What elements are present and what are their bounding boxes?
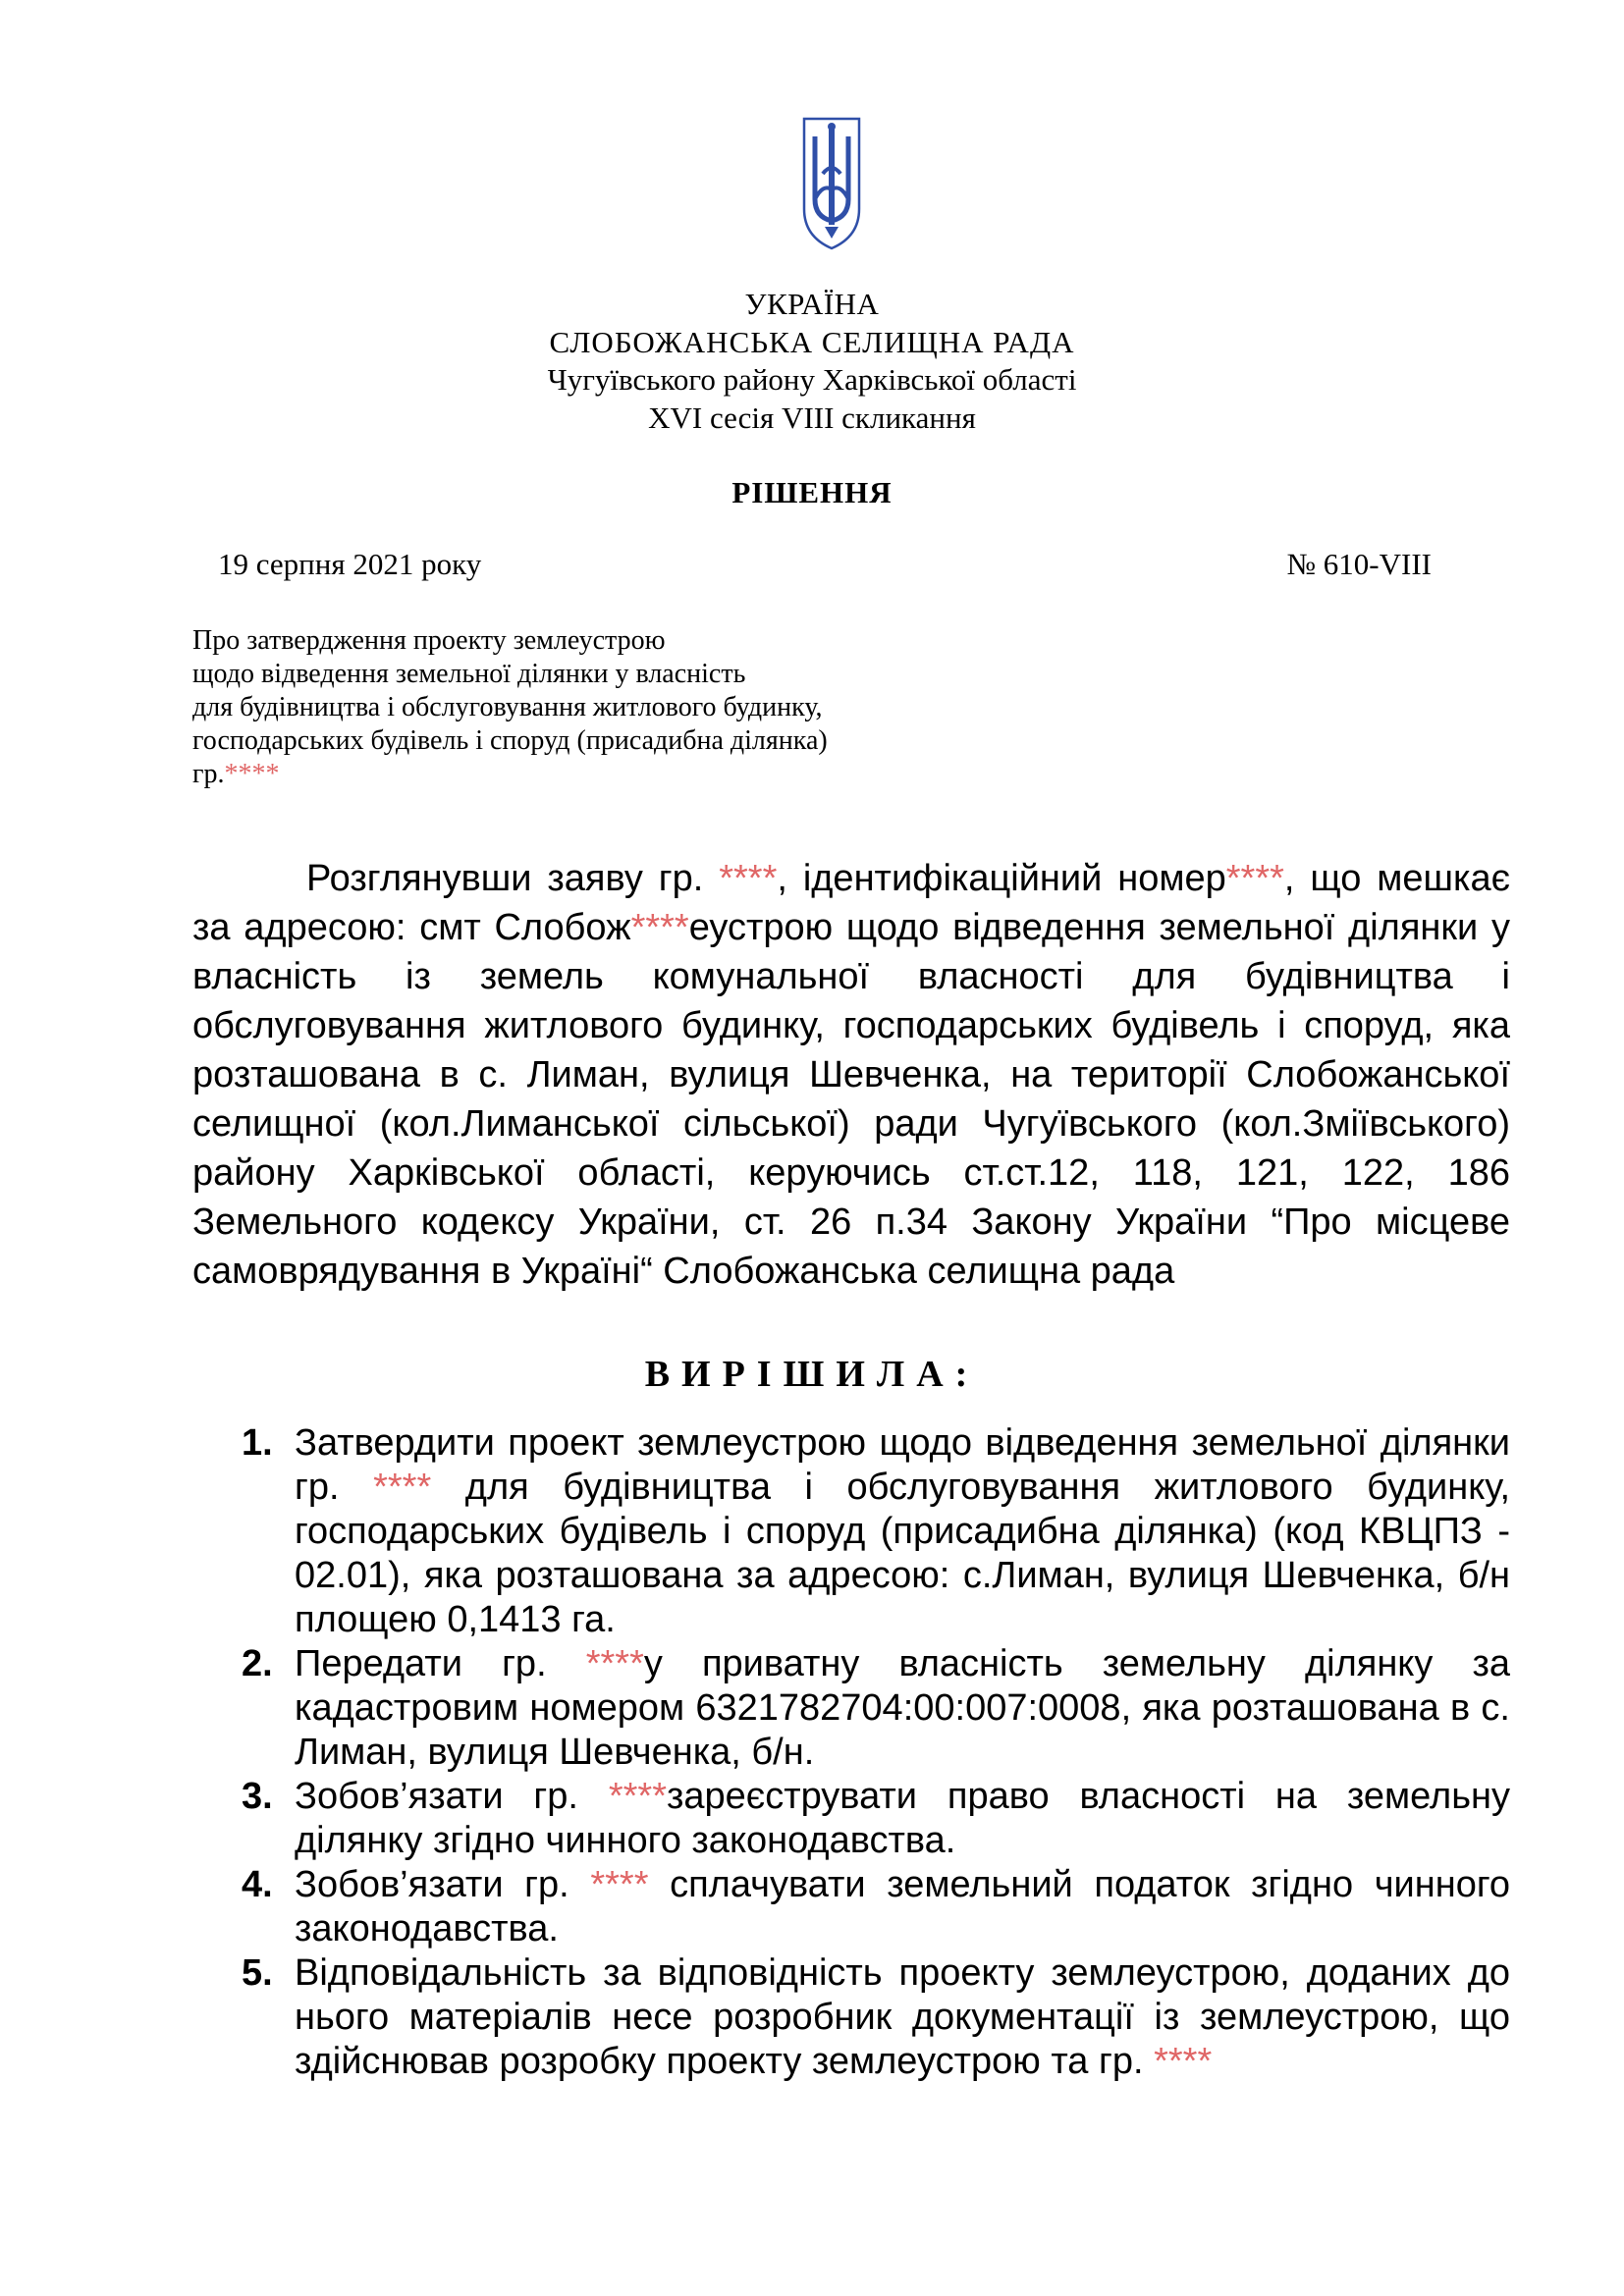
item-number: 5. <box>242 1952 273 1994</box>
item-number: 1. <box>242 1422 273 1464</box>
item-number: 3. <box>242 1776 273 1817</box>
subject-line: Про затвердження проекту землеустрою <box>192 625 666 656</box>
header-region: Чугуївського району Харківської області <box>547 362 1077 397</box>
decision-number: № 610-VIII <box>1286 547 1432 581</box>
header-country: УКРАЇНА <box>744 287 880 321</box>
decision-date: 19 серпня 2021 року <box>218 547 482 581</box>
item-text: Зобов’язати гр. <box>295 1776 609 1817</box>
resolved-heading: ВИРІШИЛА: <box>644 1354 980 1395</box>
item-text: у приватну власність земельну ділянку за кадастровим номером 6321782704:00:007:0008, яка розташована в с. Лиман, вулиця Шевченка, б/н. <box>295 1643 1510 1773</box>
subject-line: для будівництва і обслуговування житлового будинку, <box>192 692 823 722</box>
preamble-text: еустрою щодо відведення земельної ділянки у власність із земель комунальної власності для будівництва і обслуговування житлового будинку, господарських будівель і споруд, яка розташована в с. Лиман, вулиця Шевченка, на території Слобожанської селищної (кол.Лиманської сільської) ради Чугуївського (кол.Зміївського) району Харківської області, керуючись ст.ст.12, 118, 121, 122, 186 Земельного кодексу України, ст. 26 п.34 Закону України “Про місцеве самоврядування в Україні“ Слобожанська селищна рада <box>192 907 1510 1292</box>
subject-line: щодо відведення земельної ділянки у власність <box>192 659 746 689</box>
header-session: XVI сесія VIII скликання <box>648 400 976 435</box>
resolution-item <box>242 1775 1510 1863</box>
subject-line <box>192 758 1076 791</box>
item-number: 4. <box>242 1864 273 1905</box>
item-text: Відповідальність за відповідність проекту землеустрою, доданих до нього матеріалів несе розробник документації із землеустрою, що здійснював розробку проекту землеустрою та гр. <box>295 1952 1510 2082</box>
preamble-paragraph <box>192 854 1510 1296</box>
masked-address: **** <box>630 907 689 948</box>
ukraine-coat-of-arms-icon <box>801 115 862 250</box>
subject-line: господарських будівель і споруд (присадибна ділянка) <box>192 725 828 756</box>
item-text: Затвердити проект землеустрою щодо відведення земельної ділянки гр. <box>295 1422 1510 1508</box>
resolution-item <box>242 1642 1510 1775</box>
item-text: для будівництва і обслуговування житлового будинку, господарських будівель і споруд (присадибна ділянка) (код КВЦПЗ - 02.01), яка розташована за адресою: с.Лиман, вулиця Шевченка, б/н площею 0,1413 га. <box>295 1467 1511 1640</box>
item-text: зареєструвати право власності на земельну ділянку згідно чинного законодавства. <box>295 1776 1510 1861</box>
item-text: Зобов’язати гр. <box>295 1864 591 1905</box>
item-text: сплачувати земельний податок згідно чинного законодавства. <box>295 1864 1510 1949</box>
item-text: Передати гр. <box>295 1643 586 1684</box>
masked-id: **** <box>1225 858 1284 899</box>
resolution-item <box>242 1421 1510 1642</box>
resolution-item <box>242 1863 1510 1951</box>
resolution-items <box>242 1421 1510 2084</box>
decision-subject <box>192 624 1076 791</box>
header-council: СЛОБОЖАНСЬКА СЕЛИЩНА РАДА <box>549 325 1075 359</box>
document-type: РІШЕННЯ <box>731 475 893 509</box>
masked-name: **** <box>608 1776 667 1817</box>
preamble-text: Розглянувши заяву гр. <box>306 858 720 899</box>
resolution-item <box>242 1951 1510 2084</box>
masked-name: **** <box>719 858 778 899</box>
preamble <box>192 854 1510 1296</box>
masked-name: **** <box>224 759 280 789</box>
masked-name: **** <box>373 1467 432 1508</box>
masked-name: **** <box>585 1643 644 1684</box>
preamble-text: , що мешкає за адресою: смт Слобож <box>192 858 1510 948</box>
masked-name: **** <box>1154 2041 1213 2082</box>
masked-name: **** <box>590 1864 649 1905</box>
preamble-text: , ідентифікаційний номер <box>777 858 1226 899</box>
item-number: 2. <box>242 1643 273 1684</box>
subject-prefix: гр. <box>192 759 225 789</box>
